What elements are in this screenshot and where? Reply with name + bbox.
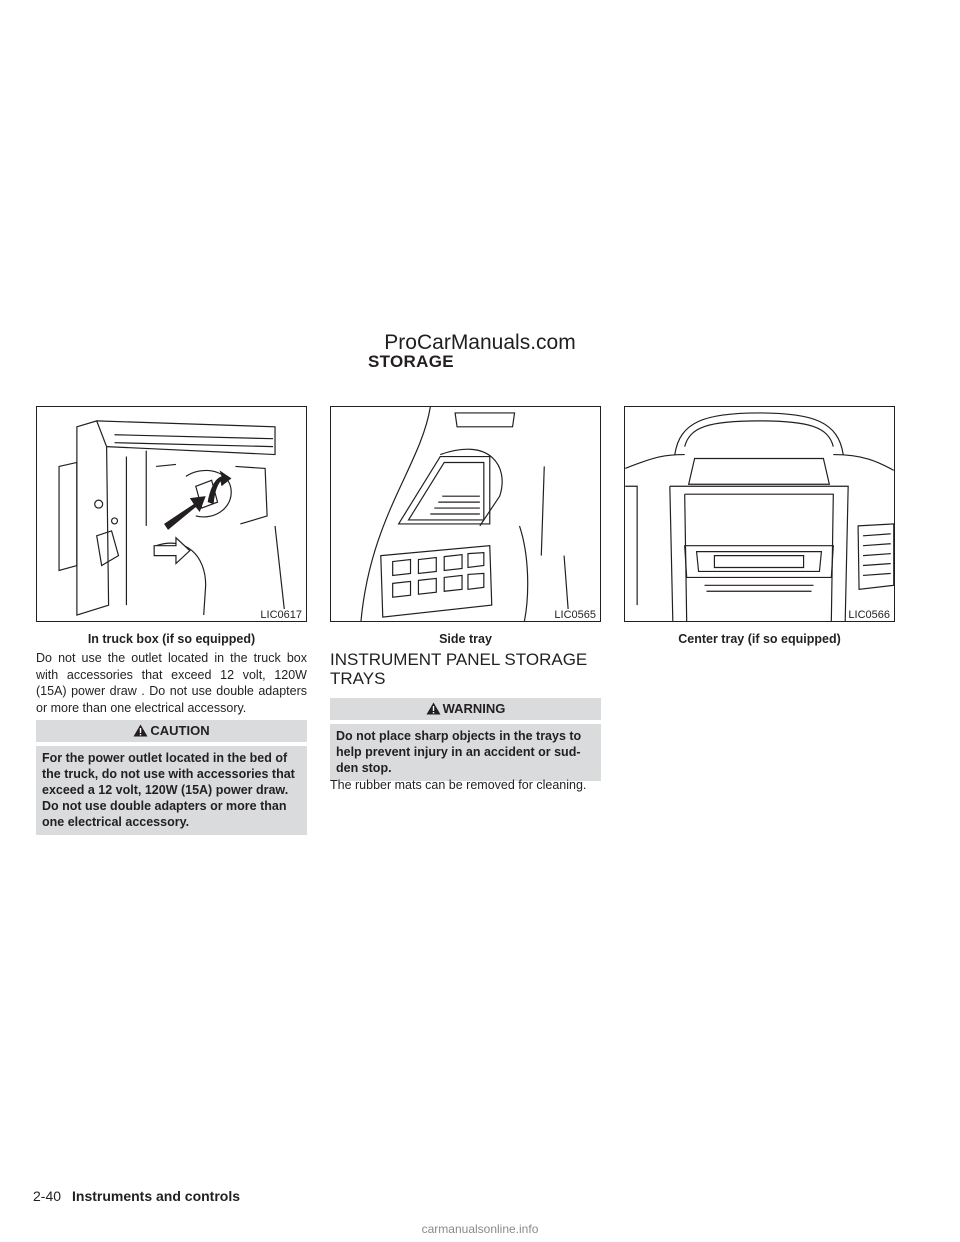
center-tray-illustration — [625, 407, 894, 621]
warning-label: WARNING — [442, 701, 506, 716]
warning-box — [330, 698, 601, 781]
figure-code: LIC0565 — [554, 609, 596, 621]
warning-triangle-icon — [426, 700, 441, 722]
warning-header — [330, 698, 601, 720]
truck-box-illustration — [37, 407, 306, 621]
figure-code: LIC0566 — [848, 609, 890, 621]
caution-text: For the power outlet located in the bed of the truck, do not use with accessories that exceed a 12 volt, 120W (15A) power draw. Do not use double adapters or more than one electrical accessory. — [36, 746, 307, 835]
caution-label: CAUTION — [150, 723, 210, 738]
chapter-title: Instruments and controls — [72, 1188, 241, 1204]
caution-header — [36, 720, 307, 742]
page-number: 2-40 — [33, 1188, 62, 1204]
figure-side-tray — [330, 406, 601, 622]
caution-box — [36, 720, 307, 835]
figure-caption: Center tray (if so equipped) — [678, 632, 841, 646]
figure-caption: Side tray — [439, 632, 492, 646]
figure-code: LIC0617 — [260, 609, 302, 621]
figure-center-tray — [624, 406, 895, 622]
watermark-top: ProCarManuals.com — [384, 331, 576, 354]
figure-caption: In truck box (if so equipped) — [87, 632, 256, 646]
side-tray-illustration — [331, 407, 600, 621]
outlet-paragraph: Do not use the outlet located in the truck box with accessories that exceed 12 volt, 120W (15A) power draw . Do not use double adapters or more than one electrical accessory. — [36, 651, 307, 715]
section-title: STORAGE — [368, 352, 454, 371]
watermark-bottom: carmanualsonline.info — [421, 1222, 539, 1236]
figure-truck-box — [36, 406, 307, 622]
trays-paragraph: The rubber mats can be removed for cleaning. — [330, 778, 587, 792]
warning-triangle-icon — [133, 722, 148, 744]
warning-text: Do not place sharp objects in the trays to help prevent injury in an accident or sud-den stop. — [330, 724, 601, 781]
trays-heading: INSTRUMENT PANEL STORAGE TRAYS — [330, 650, 588, 688]
